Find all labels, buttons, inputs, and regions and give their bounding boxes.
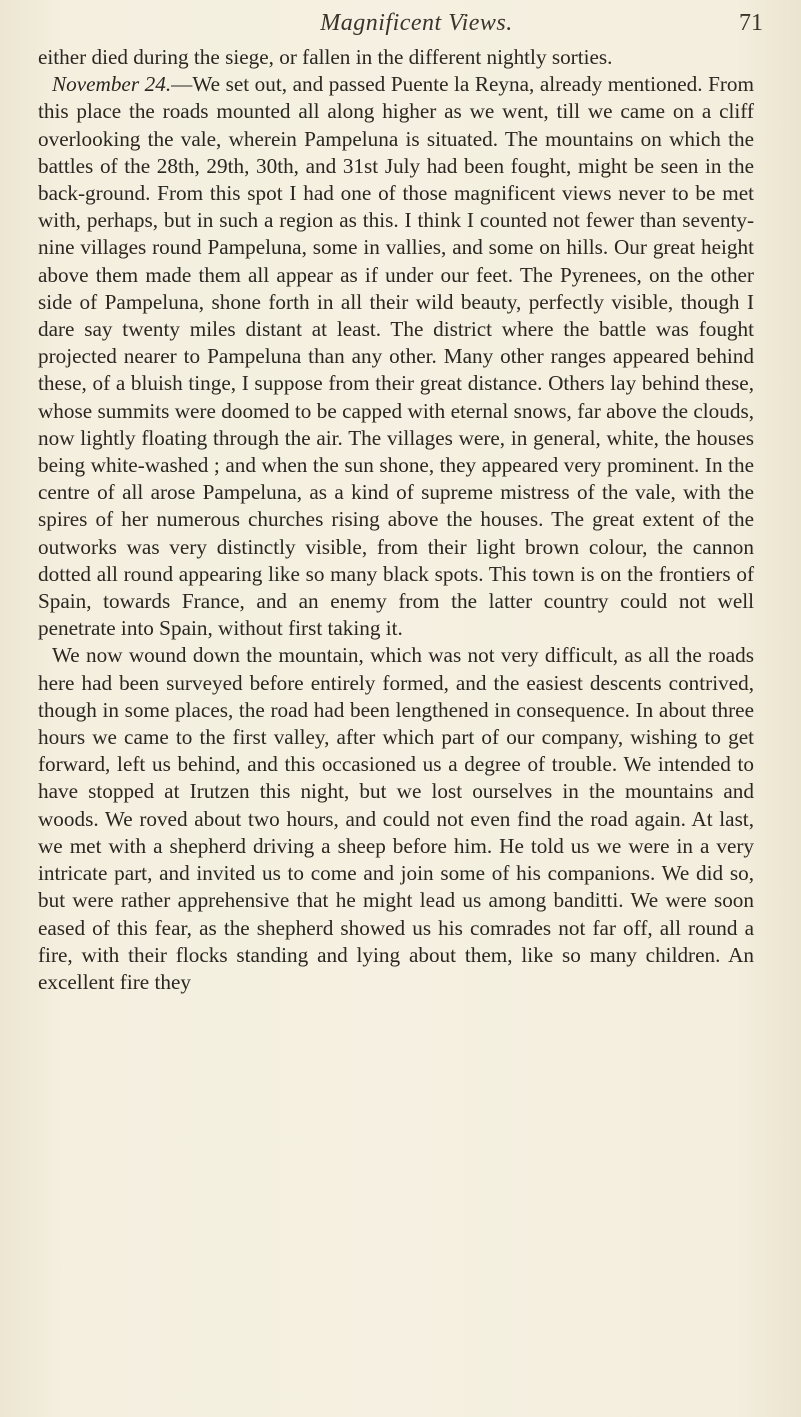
body-text — [38, 44, 754, 996]
paragraph-november-24 — [38, 71, 754, 642]
paragraph-continuation: either died during the siege, or fallen in the different nightly sorties. — [38, 45, 613, 69]
running-head — [60, 10, 773, 44]
page-number: 71 — [739, 10, 763, 36]
paragraph-descent: We now wound down the mountain, which was not very difficult, as all the roads here had been surveyed before entirely formed, and the easiest descents contrived, though in some places, the road had been lengthened in consequence. In about three hours we came to the first valley, after which part of our company, wishing to get forward, left us behind, and this occasioned us a degree of trouble. We intended to have stopped at Irutzen this night, but we lost ourselves in the mountains and woods. We roved about two hours, and could not even find the road again. At last, we met with a shepherd driving a sheep before him. He told us we were in a very intricate part, and invited us to come and join some of his companions. We did so, but were rather apprehensive that he might lead us among banditti. We were soon eased of this fear, as the shepherd showed us his comrades not far off, all round a fire, with their flocks standing and lying about them, like so many children. An excellent fire they — [38, 643, 754, 994]
entry-date: November 24. — [52, 72, 172, 97]
running-title: Magnificent Views. — [320, 10, 513, 36]
paragraph-text: —We set out, and passed Puente la Reyna, already mentioned. From this place the roads mounted all along higher as we went, till we came on a cliff overlooking the vale, wherein Pampeluna is situated. The mountains on which the battles of the 28th, 29th, 30th, and 31st July had been fought, might be seen in the back-ground. From this spot I had one of those magnificent views never to be met with, perhaps, but in such a region as this. I think I counted not fewer than seventy-nine villages round Pampeluna, some in vallies, and some on hills. Our great height above them made them all appear as if under our feet. The Pyrenees, on the other side of Pampeluna, shone forth in all their wild beauty, perfectly visible, though I dare say twenty miles distant at least. The district where the battle was fought projected nearer to Pampeluna than any other. Many other ranges appeared behind these, of a bluish tinge, I suppose from their great distance. Others lay behind these, whose summits were doomed to be capped with eternal snows, far above the clouds, now lightly floating through the air. The villages were, in general, white, the houses being white-washed ; and when the sun shone, they appeared very prominent. In the centre of all arose Pampeluna, as a kind of supreme mistress of the vale, with the spires of her numerous churches rising above the houses. The great extent of the outworks was very distinctly visible, from their light brown colour, the cannon dotted all round appearing like so many black spots. This town is on the frontiers of Spain, towards France, and an enemy from the latter country could not well penetrate into Spain, without first taking it. — [38, 72, 754, 641]
